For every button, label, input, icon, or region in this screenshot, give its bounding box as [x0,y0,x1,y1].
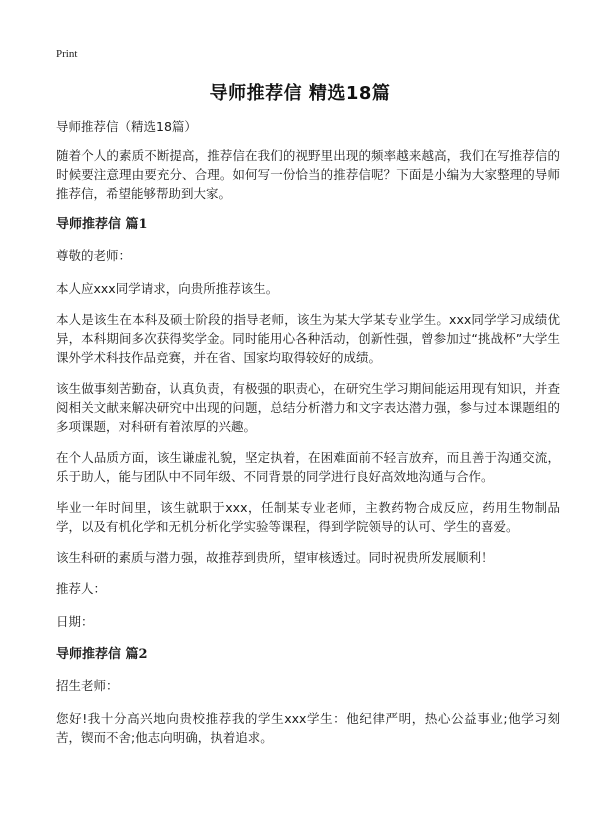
recommender-line: 推荐人： [56,581,107,596]
salutation: 招生老师： [56,678,119,693]
paragraph: 在个人品质方面，该生谦虚礼貌，坚定执着，在困难面前不轻言放弃，而且善于沟通交流，乐于助人，能与团队中不同年级、不同背景的同学进行良好高效地沟通与合作。 [56,450,560,484]
intro-paragraph: 随着个人的素质不断提高，推荐信在我们的视野里出现的频率越来越高，我们在写推荐信的时候要注意理由要充分、合理。如何写一份恰当的推荐信呢？下面是小编为大家整理的导师推荐信，希望能够帮助到大家。 [56,148,560,201]
paragraph: 您好!我十分高兴地向贵校推荐我的学生xxx学生：他纪律严明，热心公益事业;他学习刻苦，锲而不舍;他志向明确，执着追求。 [56,711,560,745]
print-link[interactable]: Print [56,48,78,60]
section-heading: 导师推荐信 篇2 [56,647,148,662]
paragraph: 本人是该生在本科及硕士阶段的指导老师，该生为某大学某专业学生。xxx同学学习成绩优异，本科期间多次获得奖学金。同时能用心各种活动，创新性强，曾参加过“挑战杯”大学生课外学术科技作品竞赛，并在省、国家均取得较好的成绩。 [56,312,560,365]
paragraph: 该生科研的素质与潜力强，故推荐到贵所，望审核透过。同时祝贵所发展顺利！ [56,550,494,565]
section-heading: 导师推荐信 篇1 [56,217,148,232]
paragraph: 该生做事刻苦勤奋，认真负责，有极强的职责心，在研究生学习期间能运用现有知识，并查阅相关文献来解决研究中出现的问题，总结分析潜力和文字表达潜力强，参与过本课题组的多项课题，对科研有着浓厚的兴趣。 [56,381,560,434]
date-line: 日期： [56,614,94,629]
document-subtitle: 导师推荐信（精选18篇） [56,119,197,134]
paragraph: 本人应xxx同学请求，向贵所推荐该生。 [56,281,279,296]
salutation: 尊敬的老师： [56,248,132,263]
document-body [56,117,560,759]
page-title: 导师推荐信 精选18篇 [209,83,391,104]
paragraph: 毕业一年时间里，该生就职于xxx，任制某专业老师，主教药物合成反应，药用生物制品学，以及有机化学和无机分析化学实验等课程，得到学院领导的认可、学生的喜爱。 [56,500,560,534]
